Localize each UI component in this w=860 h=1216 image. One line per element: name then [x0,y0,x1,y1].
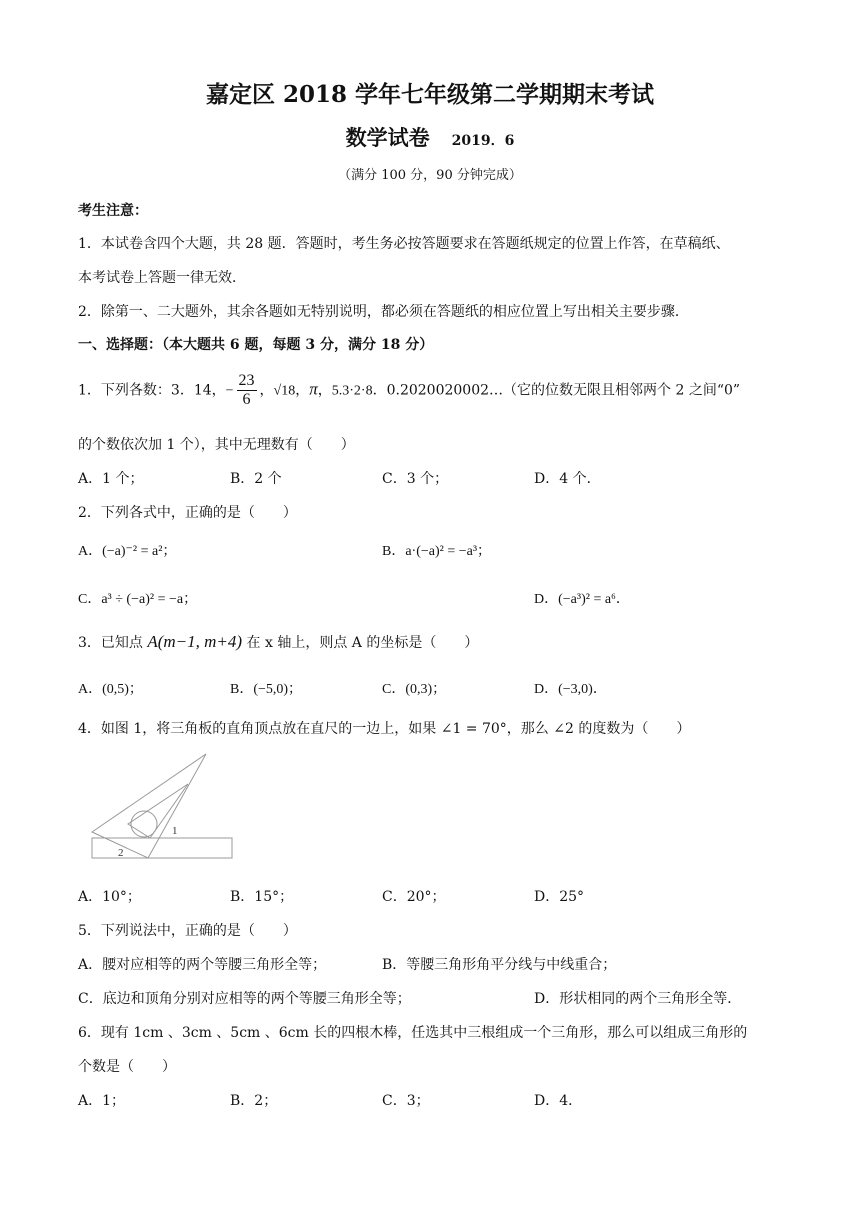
notice-item-1-line-1: 1．本试卷含四个大题，共 28 题．答题时，考生务必按答题要求在答题纸规定的位置上作答，在草稿纸、 [78,236,730,252]
q1-option-d: D．4 个． [534,471,601,487]
q1-sep-3: ， [317,382,332,399]
q1-frac-den: 6 [242,391,251,408]
q1-sep-2: ， [295,382,310,399]
q3-option-a: A．(0,5)； [78,682,143,697]
question-5-stem: 5．下列说法中，正确的是（ ） [78,923,297,939]
q6-option-c: C．3； [382,1093,430,1109]
question-6-line-2: 个数是（ ） [78,1059,176,1075]
exam-date: 2019．6 [451,133,515,149]
q4-option-c: C．20°； [382,889,446,905]
q1-option-b: B．2 个 [230,471,282,487]
question-4-stem: 4．如图 1，将三角板的直角顶点放在直尺的一边上，如果 ∠1 = 70°，那么 ∠2 的度数为（ ） [78,721,691,737]
notice-heading: 考生注意： [78,203,148,219]
q2-option-d: D．(−a³)² = a⁶． [534,592,630,607]
question-1-line-1 [78,372,740,409]
exam-title: 嘉定区 2018 学年七年级第二学期期末考试 [205,81,655,108]
q5-option-b: B．等腰三角形角平分线与中线重合； [382,957,617,973]
q1-fraction [237,372,257,409]
q1-sqrt: √18 [273,383,296,399]
subtitle-text: 数学试卷 [345,125,430,150]
q1-option-c: C．3 个； [382,471,449,487]
q3-point: A(m−1, m+4) [147,632,243,651]
question-3-stem [78,632,478,652]
q3-option-d: D．(−3,0)． [534,682,607,697]
q1-pi: π [309,379,318,399]
triangle-outer [92,754,206,858]
q4-option-a: A．10°； [78,889,141,905]
q2-option-a: A．(−a)⁻² = a²； [78,544,177,559]
angle-label-2: 2 [118,847,124,859]
q3-option-b: B．(−5,0)； [230,682,303,697]
section-1-heading: 一、选择题：（本大题共 6 题，每题 3 分，满分 18 分） [78,337,434,353]
notice-item-1-line-2: 本考试卷上答题一律无效． [78,270,246,286]
ruler-shape [92,838,232,858]
q2-option-b: B．a·(−a)² = −a³； [382,544,492,559]
figure-1-triangle-ruler [88,750,236,862]
question-1-line-2: 的个数依次加 1 个），其中无理数有（ ） [78,437,355,453]
q3-stem-a: 3．已知点 [78,635,148,651]
triangle-inner [128,784,188,838]
exam-note: （满分 100 分，90 分钟完成） [338,168,522,183]
q1-repeating-decimal: 5.3·2·8 [331,383,373,399]
q2-option-c: C．a³ ÷ (−a)² = −a； [78,592,198,607]
q5-option-a: A．腰对应相等的两个等腰三角形全等； [78,957,327,973]
q6-option-d: D．4． [534,1093,583,1109]
q1-option-a: A．1 个； [78,471,144,487]
question-2-stem: 2．下列各式中，正确的是（ ） [78,505,297,521]
q4-option-b: B．15°； [230,889,294,905]
q1-prefix: 1．下列各数：3．14， [78,382,226,399]
q4-option-d: D．25° [534,889,585,905]
question-6-line-1: 6．现有 1cm 、3cm 、5cm 、6cm 长的四根木棒，任选其中三根组成一个三角形，那么可以组成三角形的 [78,1025,748,1041]
q6-option-a: A．1； [78,1093,126,1109]
angle-label-1: 1 [172,825,178,837]
triangle-hole [131,811,157,837]
q1-minus: − [225,383,234,399]
q1-sep-1: ， [259,382,274,399]
exam-subtitle [0,122,860,152]
q3-stem-b: 在 x 轴上，则点 A 的坐标是（ ） [242,635,479,651]
q6-option-b: B．2； [230,1093,278,1109]
q3-option-c: C．(0,3)； [382,682,447,697]
notice-item-2: 2．除第一、二大题外，其余各题如无特别说明，都必须在答题纸的相应位置上写出相关主要步骤． [78,304,689,320]
q5-option-c: C．底边和顶角分别对应相等的两个等腰三角形全等； [78,991,411,1007]
q1-frac-num: 23 [238,372,255,389]
q1-tail: ．0.2020020002…（它的位数无限且相邻两个 2 之间“0” [372,382,741,399]
q5-option-d: D．形状相同的两个三角形全等． [534,991,742,1007]
